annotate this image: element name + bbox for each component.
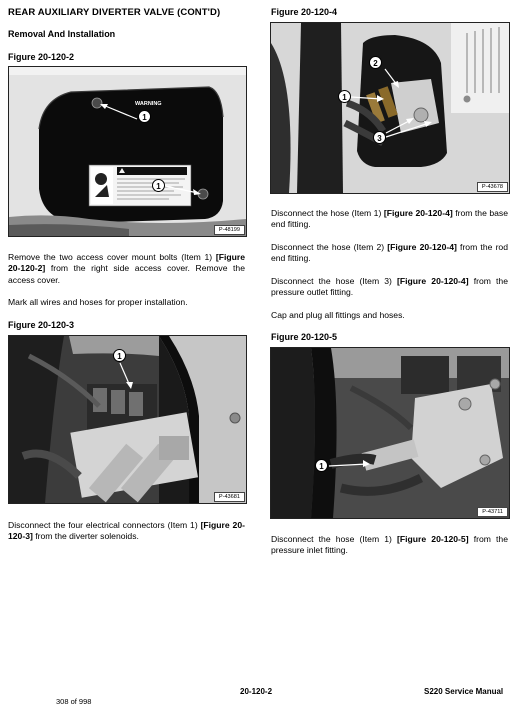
figure-caption-20-120-5: Figure 20-120-5 <box>271 332 338 342</box>
figure-20-120-5-photo <box>270 347 510 519</box>
paragraph-cap-plug: Cap and plug all fittings and hoses. <box>271 310 405 320</box>
figure-20-120-2-photo <box>8 66 247 237</box>
callout-item-3: 3 <box>373 131 386 144</box>
paragraph-mark-wires: Mark all wires and hoses for proper installation. <box>8 297 188 307</box>
photo-code: P-43711 <box>477 507 508 517</box>
paragraph-disconnect-item-3: Disconnect the hose (Item 3) [Figure 20-120-4] from the pressure outlet fitting. <box>271 276 508 298</box>
section-subtitle: Removal And Installation <box>8 29 116 39</box>
paragraph-disconnect-inlet: Disconnect the hose (Item 1) [Figure 20-120-5] from the pressure inlet fitting. <box>271 534 508 556</box>
paragraph-disconnect-connectors: Disconnect the four electrical connectors (Item 1) [Figure 20-120-3] from the diverter solenoids. <box>8 520 245 542</box>
figure-caption-20-120-4: Figure 20-120-4 <box>271 7 338 17</box>
figure-caption-20-120-2: Figure 20-120-2 <box>8 52 75 62</box>
figure-20-120-3-photo <box>8 335 247 504</box>
paragraph-disconnect-item-2: Disconnect the hose (Item 2) [Figure 20-120-4] from the rod end fitting. <box>271 242 508 264</box>
callout-item-1: 1 <box>113 349 126 362</box>
warning-decal-text: WARNING <box>135 101 162 107</box>
paragraph-disconnect-item-1: Disconnect the hose (Item 1) [Figure 20-120-4] from the base end fitting. <box>271 208 508 230</box>
callout-item-1: 1 <box>138 110 151 123</box>
manual-title: S220 Service Manual <box>424 687 504 696</box>
callout-item-1: 1 <box>152 179 165 192</box>
photo-code: P-43678 <box>477 182 508 192</box>
callout-item-1: 1 <box>338 90 351 103</box>
callout-item-2: 2 <box>369 56 382 69</box>
page-number: 20-120-2 <box>240 687 273 696</box>
photo-code: P-43681 <box>214 492 245 502</box>
callout-item-1: 1 <box>315 459 328 472</box>
photo-code: P-48199 <box>214 225 245 235</box>
figure-caption-20-120-3: Figure 20-120-3 <box>8 320 75 330</box>
page-count: 308 of 998 <box>56 697 92 706</box>
section-title: REAR AUXILIARY DIVERTER VALVE (CONT'D) <box>8 7 221 18</box>
figure-20-120-4-photo <box>270 22 510 194</box>
paragraph-remove-bolts: Remove the two access cover mount bolts (Item 1) [Figure 20-120-2] from the right side access cover. Remove the access cover. <box>8 252 245 285</box>
